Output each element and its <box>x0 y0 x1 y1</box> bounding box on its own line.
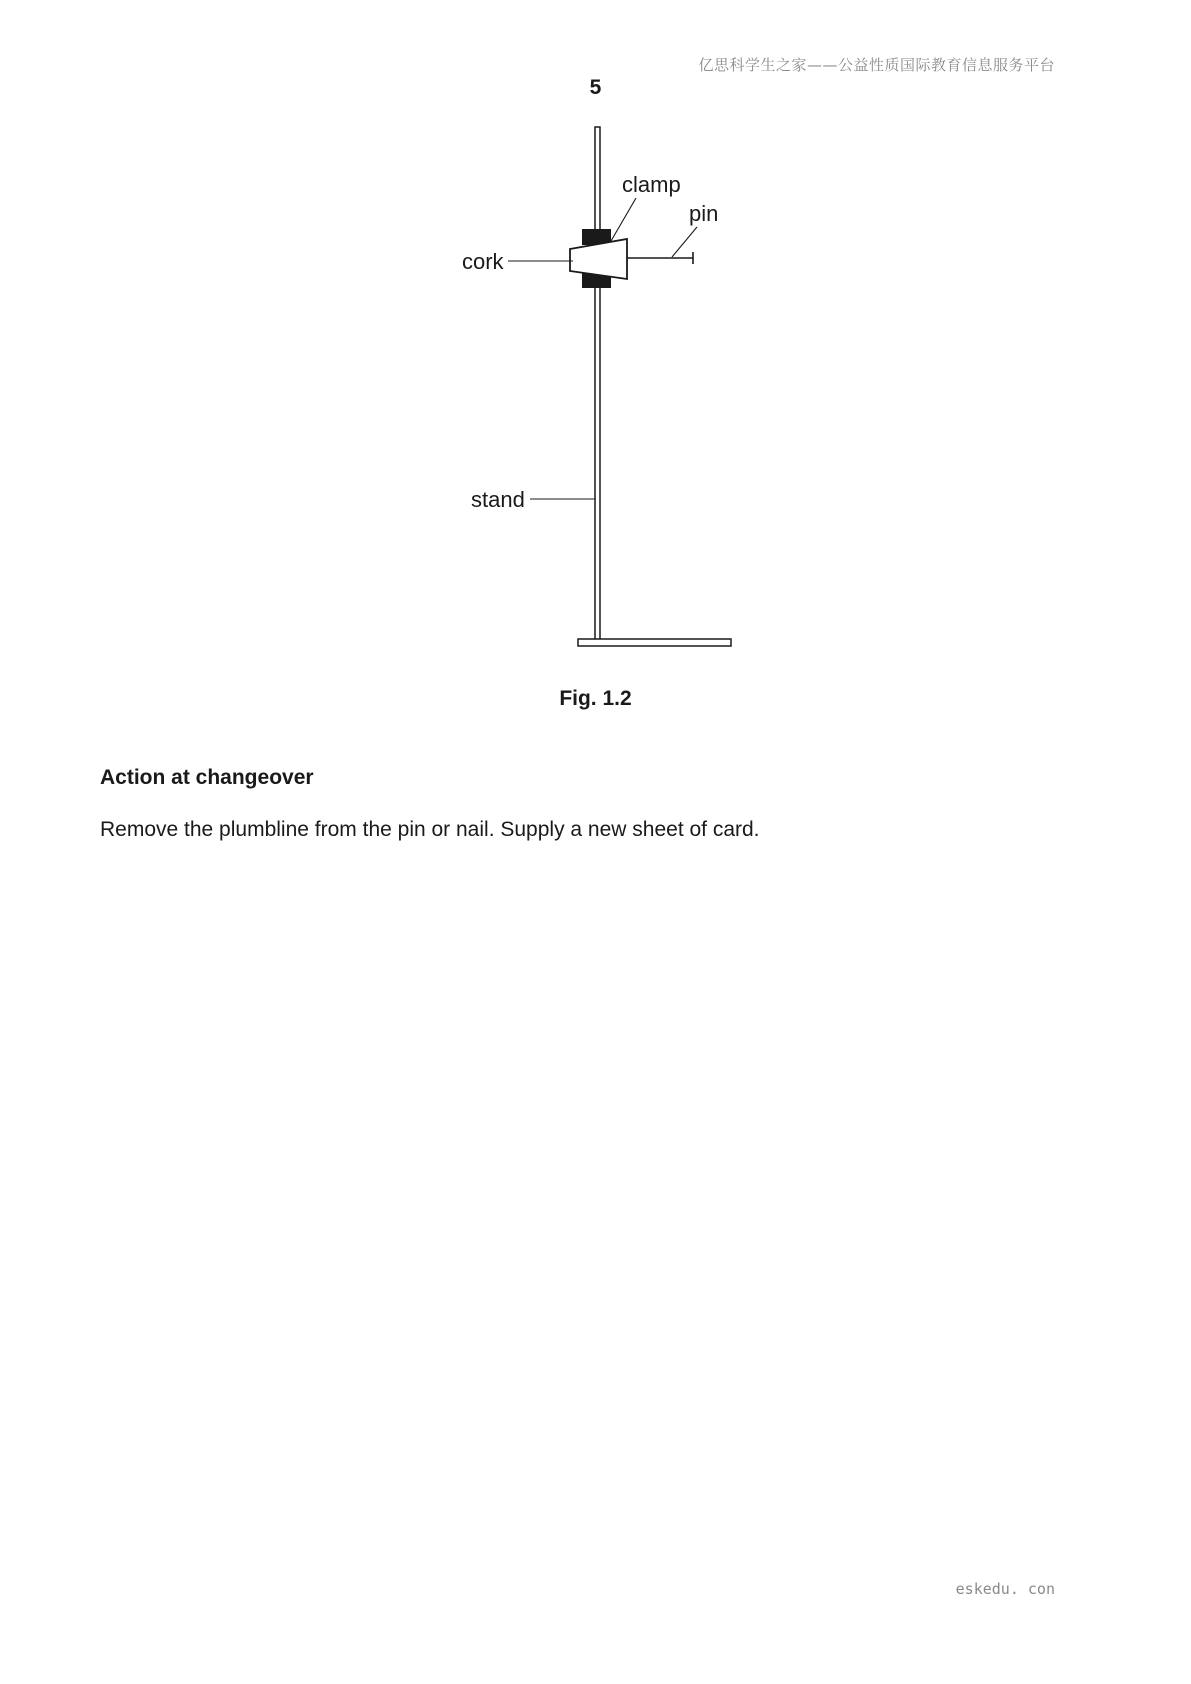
stand-rod <box>595 127 600 641</box>
label-cork: cork <box>462 249 504 274</box>
page-number: 5 <box>589 76 602 99</box>
section-heading: Action at changeover <box>100 766 314 789</box>
label-stand: stand <box>471 487 525 512</box>
figure-caption: Fig. 1.2 <box>559 687 632 710</box>
label-pin: pin <box>689 201 719 226</box>
figure-stand-diagram <box>0 0 1191 700</box>
instruction-text: Remove the plumbline from the pin or nail. Supply a new sheet of card. <box>100 818 760 841</box>
stand-diagram-svg <box>0 0 1191 700</box>
header-watermark: 亿思科学生之家——公益性质国际教育信息服务平台 <box>698 56 1055 74</box>
cork-shape <box>570 239 627 279</box>
label-clamp: clamp <box>622 172 681 197</box>
stand-base <box>578 639 731 646</box>
footer-watermark: eskedu. con <box>955 1580 1055 1598</box>
leader-clamp <box>611 198 636 241</box>
